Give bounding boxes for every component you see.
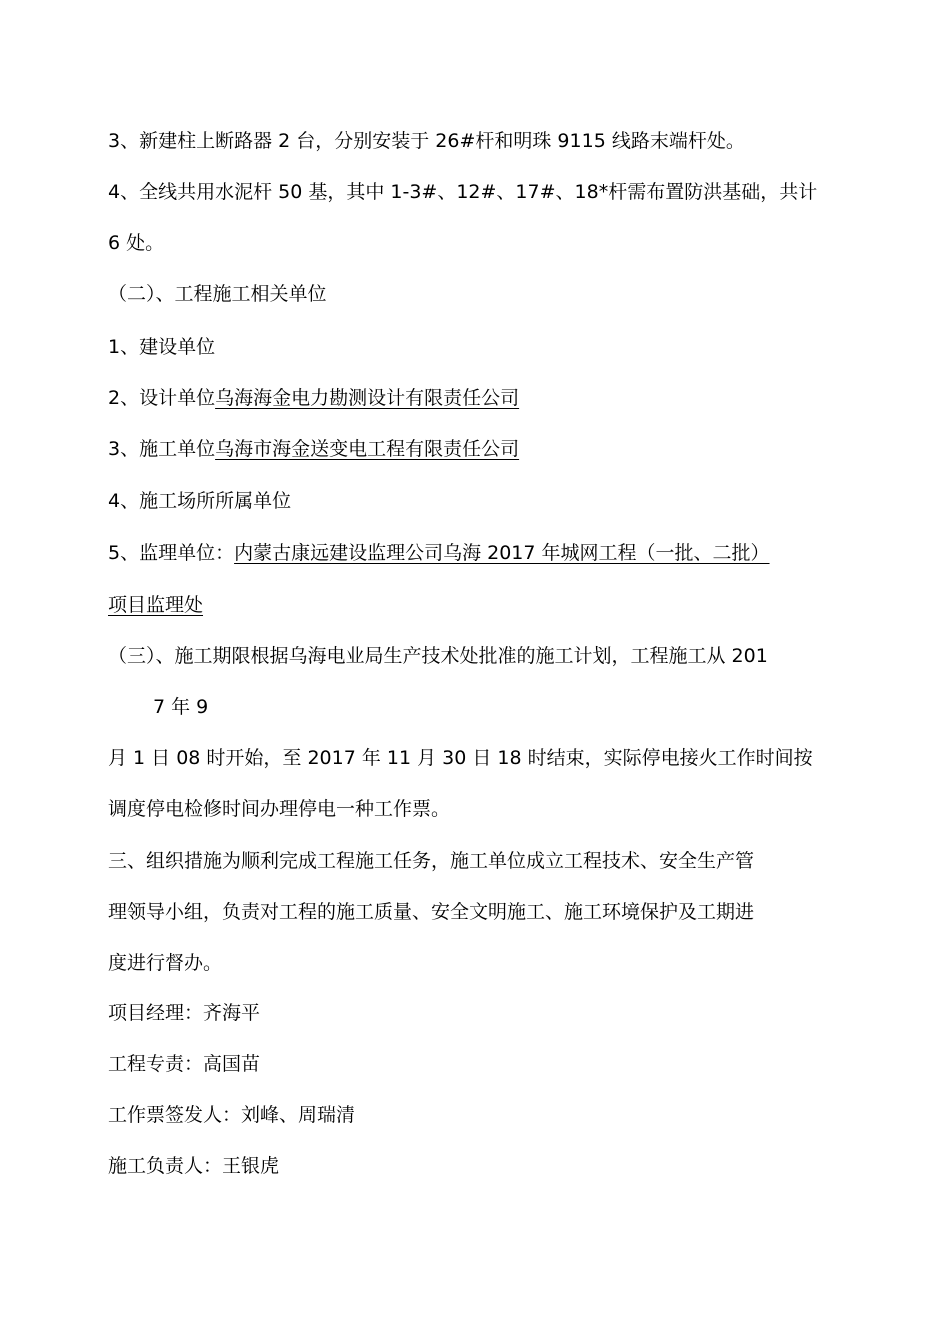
engineering-lead: 工程专责：高国苗 [108, 1053, 261, 1075]
unit-design-name: 乌海海金电力勘测设计有限责任公司 [215, 387, 520, 409]
section-3-continuation: 7 年 9 [153, 696, 209, 718]
unit-supervision-name: 内蒙古康远建设监理公司乌海 2017 年城网工程（一批、二批） [234, 542, 770, 564]
schedule-line: 月 1 日 08 时开始，至 2017 年 11 月 30 日 18 时结束，实际停电接火工作时间按 [108, 747, 813, 769]
schedule-line-2: 调度停电检修时间办理停电一种工作票。 [108, 798, 451, 820]
organization-measures: 三、组织措施为顺利完成工程施工任务，施工单位成立工程技术、安全生产管 [108, 850, 755, 872]
unit-contractor-label: 3、施工单位 [108, 438, 216, 460]
unit-construction-owner: 1、建设单位 [108, 336, 216, 358]
unit-supervision [108, 540, 770, 566]
unit-supervision-label: 5、监理单位： [108, 542, 235, 564]
project-manager: 项目经理：齐海平 [108, 1002, 261, 1024]
construction-lead: 施工负责人：王银虎 [108, 1155, 280, 1177]
unit-site-owner: 4、施工场所所属单位 [108, 490, 292, 512]
item-4-continuation: 6 处。 [108, 232, 165, 254]
unit-supervision-continuation: 项目监理处 [108, 594, 204, 616]
section-2-heading: （二）、工程施工相关单位 [108, 283, 327, 305]
section-3-heading: （三）、施工期限根据乌海电业局生产技术处批准的施工计划，工程施工从 201 [108, 645, 768, 667]
unit-contractor [108, 436, 519, 462]
unit-design-label: 2、设计单位 [108, 387, 216, 409]
organization-measures-3: 度进行督办。 [108, 952, 223, 974]
unit-design [108, 385, 519, 411]
unit-contractor-name: 乌海市海金送变电工程有限责任公司 [215, 438, 520, 460]
work-ticket-issuers: 工作票签发人：刘峰、周瑞清 [108, 1104, 356, 1126]
organization-measures-2: 理领导小组，负责对工程的施工质量、安全文明施工、施工环境保护及工期进 [108, 901, 755, 923]
item-4-cement-poles: 4、全线共用水泥杆 50 基，其中 1-3#、12#、17#、18*杆需布置防洪基础，共计 [108, 181, 818, 203]
item-3-circuit-breakers: 3、新建柱上断路器 2 台，分别安装于 26#杆和明珠 9115 线路末端杆处。 [108, 130, 745, 152]
